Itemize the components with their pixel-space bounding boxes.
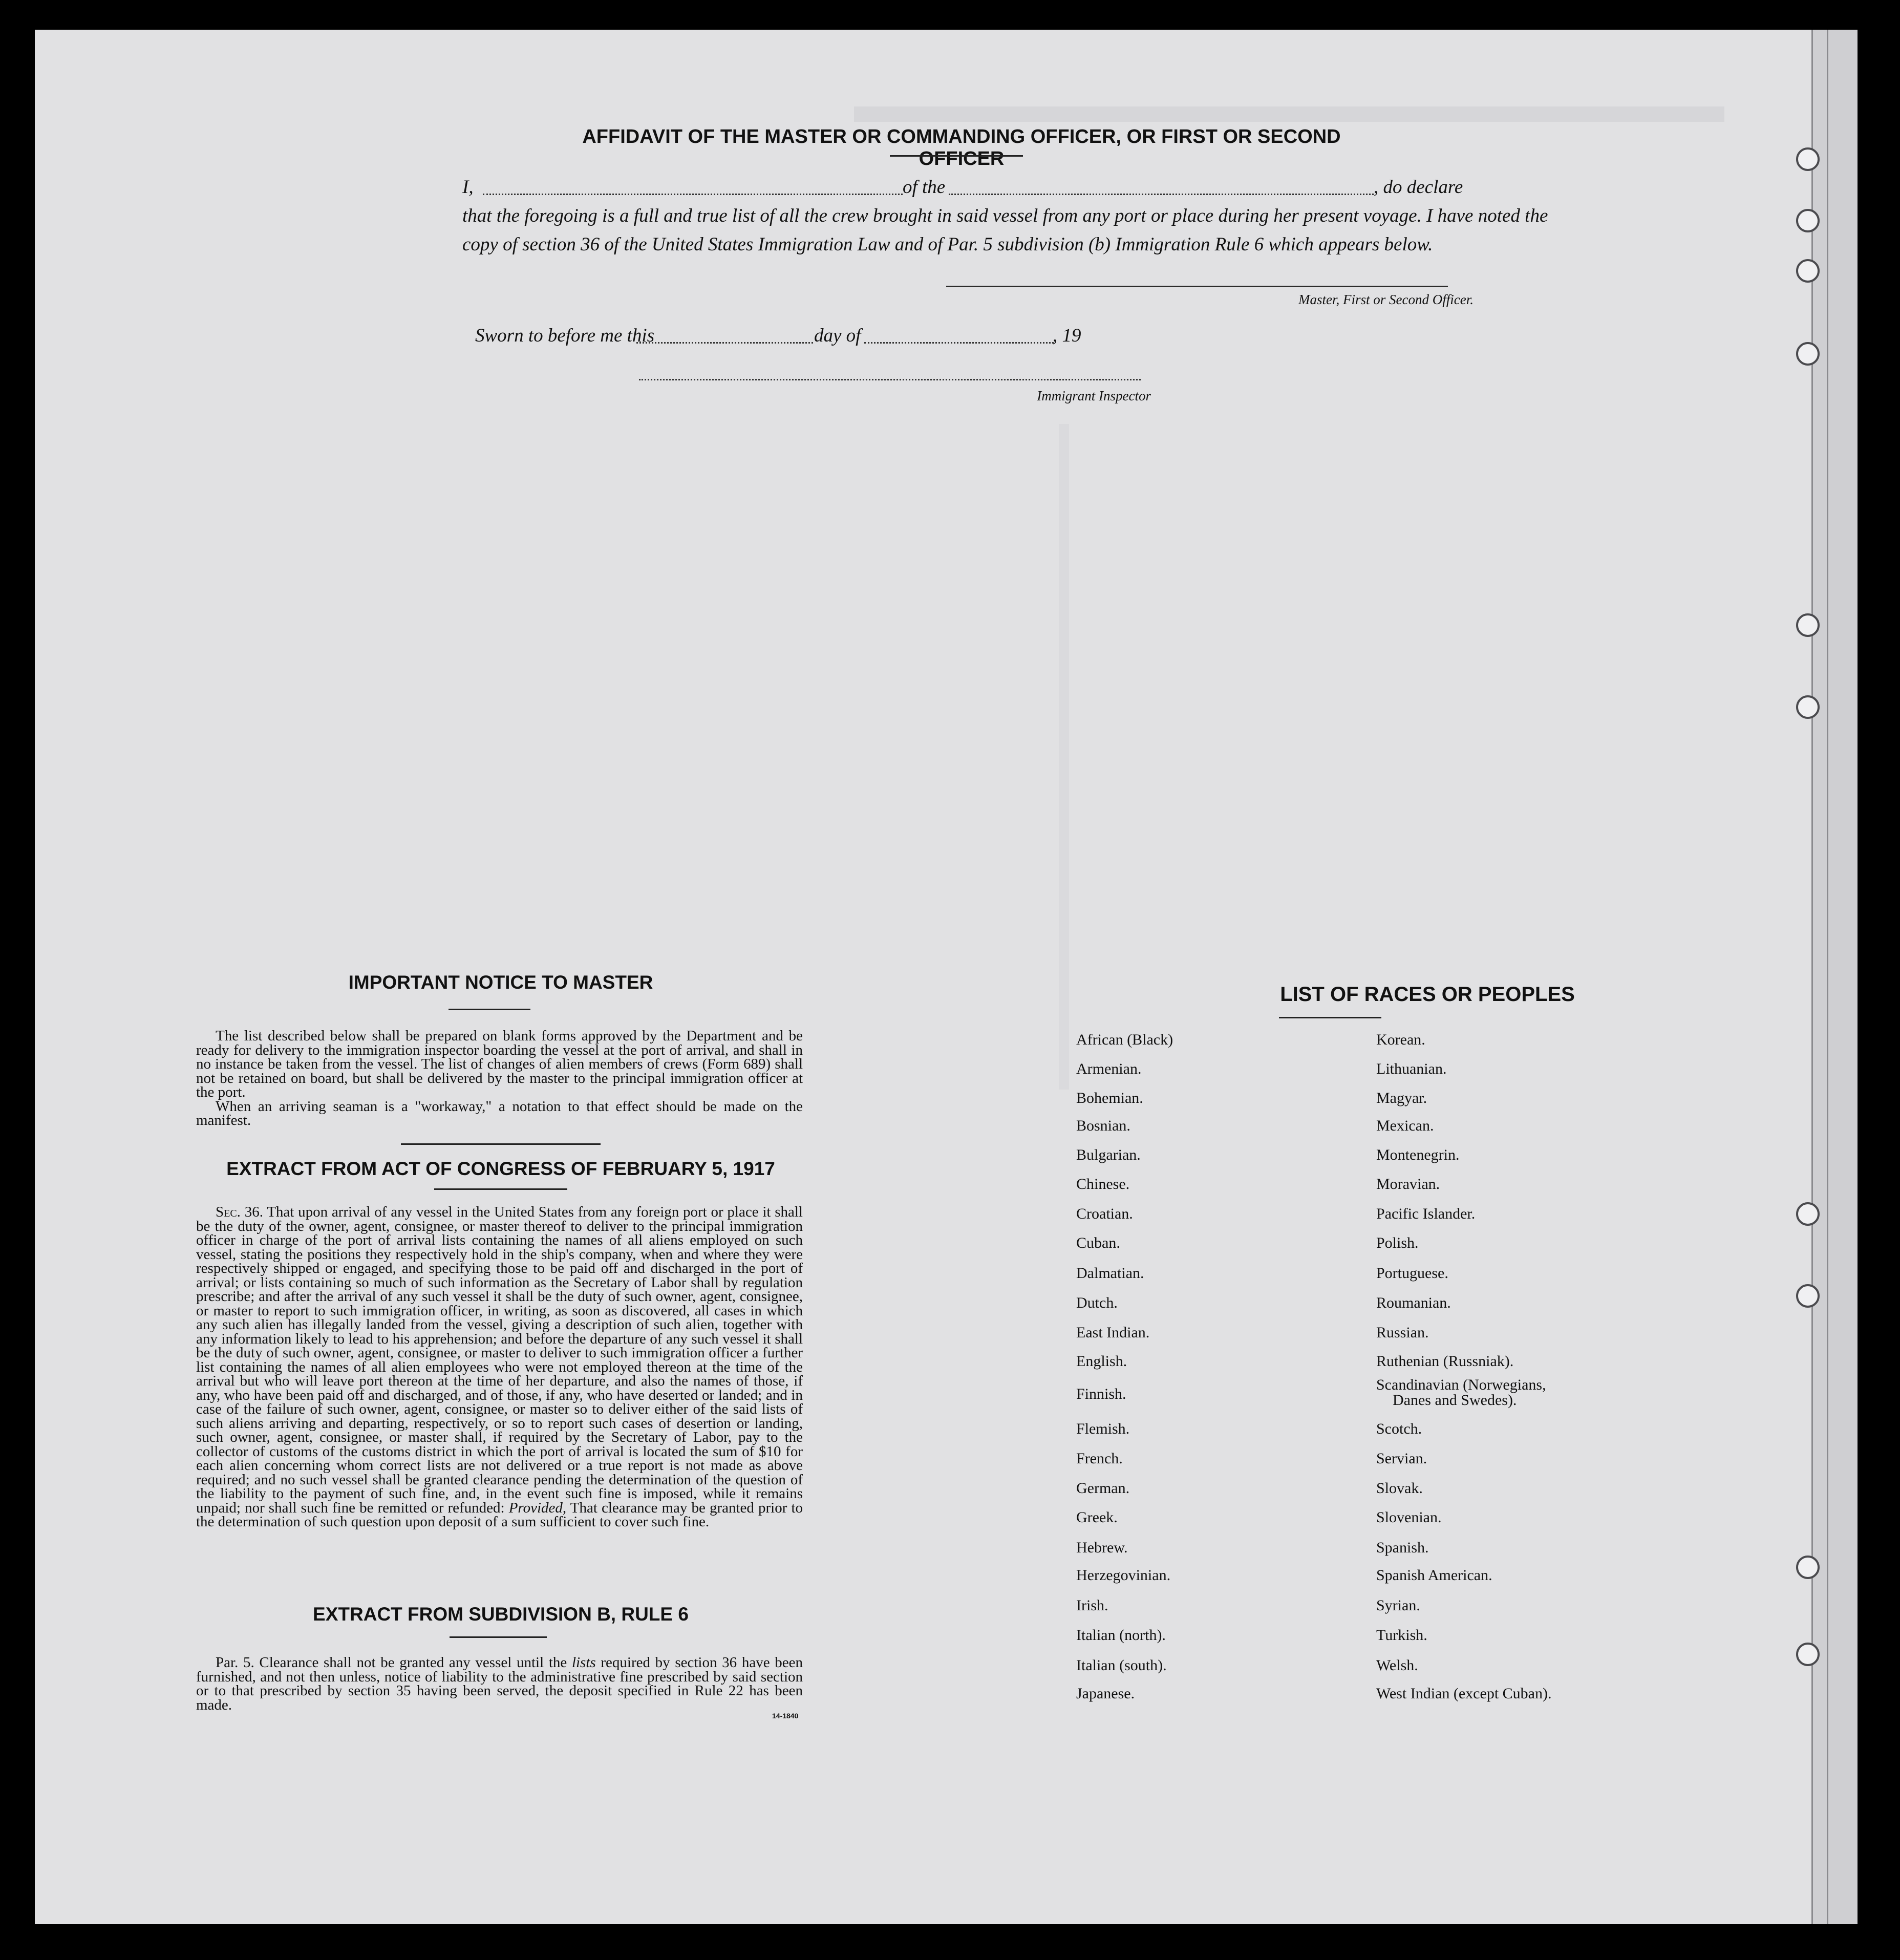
section-label: Sec. 36.: [216, 1204, 263, 1220]
race-item: Scandinavian (Norwegians,: [1376, 1376, 1546, 1393]
binder-hole-icon: [1796, 613, 1820, 637]
race-item: Roumanian.: [1376, 1294, 1451, 1311]
act-text-a: That upon arrival of any vessel in the United States from any foreign port or place it shall be the duty of the owner, agent, consignee, or master thereof to deliver to the principal immigration officer in charge of the port of arrival lists containing the names of all aliens employed on such vessel, stating the positions they respectively hold in the ship's company, when and where they were respectively shipped or engaged, and specifying those to be paid off and discharged in the port of arrival; or lists containing so much of such information as the Secretary of Labor shall by regulation prescribe; and after the arrival of any such vessel it shall be the duty of such owner, agent, consignee, or master to report to such immigration officer, in writing, as soon as discovered, all cases in which any such alien has illegally landed from the vessel, giving a description of such alien, together with any information likely to lead to his apprehension; and before the departure of any such vessel it shall be the duty of such owner, agent, consignee, or master to deliver to such immigration officer a further list containing the names of all alien employees who were not employed thereon at the time of the arrival but who will leave port thereon at the time of her departure, and also the names of those, if any, who have been paid off and discharged, and of those, if any, who have deserted or landed; and in case of the failure of such owner, agent, consignee, or master so to deliver either of the said lists of such aliens arriving and departing, respectively, or so to report such cases of desertion or landing, such owner, agent, consignee, or master shall, if required by the Secretary of Labor, pay to the collector of customs of the customs district in which the port of arrival is located the sum of $10 for each alien concerning whom correct lists are not delivered or a true report is not made as above required; and no such vessel shall be granted clearance pending the determination of the question of the liability to the payment of such fine, and, in the event such fine is imposed, while it remains unpaid; nor shall such fine be remitted or refunded:: [196, 1204, 803, 1516]
race-item: Scotch.: [1376, 1420, 1422, 1437]
act-title-rule: [434, 1188, 567, 1190]
race-item: Dalmatian.: [1076, 1265, 1144, 1282]
binder-hole-icon: [1796, 1643, 1820, 1666]
race-item: Finnish.: [1076, 1386, 1126, 1402]
races-title: LIST OF RACES OR PEOPLES: [1280, 983, 1575, 1006]
race-item: Portuguese.: [1376, 1265, 1448, 1282]
race-item: Korean.: [1376, 1031, 1425, 1048]
race-item: Armenian.: [1076, 1060, 1142, 1077]
race-item: Turkish.: [1376, 1627, 1427, 1644]
provided-word: Provided,: [508, 1499, 567, 1516]
race-item: Servian.: [1376, 1450, 1427, 1467]
race-item: Bohemian.: [1076, 1090, 1143, 1106]
race-item: Japanese.: [1076, 1685, 1135, 1702]
race-item: Russian.: [1376, 1324, 1429, 1341]
race-item: Lithuanian.: [1376, 1060, 1447, 1077]
binder-hole-icon: [1796, 1202, 1820, 1226]
race-item: German.: [1076, 1480, 1130, 1497]
race-item: Bulgarian.: [1076, 1146, 1141, 1163]
affidavit-title: AFFIDAVIT OF THE MASTER OR COMMANDING OFFICER, OR FIRST OR SECOND OFFICER: [582, 126, 1341, 169]
vessel-blank: [949, 194, 1374, 195]
sworn-line: [475, 322, 1192, 350]
sworn-day-blank: [636, 342, 813, 344]
binder-hole-icon: [1796, 259, 1820, 283]
race-item: Ruthenian (Russniak).: [1376, 1353, 1514, 1370]
race-item: East Indian.: [1076, 1324, 1150, 1341]
rule-paragraph: [196, 1656, 803, 1712]
race-item: Greek.: [1076, 1509, 1118, 1526]
day-of-label: day of: [814, 325, 861, 346]
rule-title-rule: [450, 1636, 547, 1638]
name-blank: [483, 194, 903, 195]
notice-paragraph: The list described below shall be prepared on blank forms approved by the Department and be ready for delivery to the immigration inspector boarding the vessel at the port of arrival, and shall in no instance be taken from the vessel. The list of changes of alien members of crews (Form 689) shall not be retained on board, but shall be delivered by the master to the principal immigration officer at the port.: [196, 1028, 803, 1100]
binder-hole-icon: [1796, 1556, 1820, 1579]
notice-title-rule: [449, 1009, 530, 1010]
affidavit-line-3: copy of section 36 of the United States Immigration Law and of Par. 5 subdivision (b) Immigration Rule 6 which appears below.: [462, 234, 1433, 255]
document-page: [35, 30, 1858, 1924]
form-number: 14-1840: [772, 1712, 799, 1720]
race-item: Italian (south).: [1076, 1657, 1167, 1674]
lists-word: lists: [571, 1654, 596, 1671]
binder-hole-icon: [1796, 209, 1820, 232]
notice-title: IMPORTANT NOTICE TO MASTER: [348, 972, 653, 993]
race-item: African (Black): [1076, 1031, 1173, 1048]
master-signature-label: Master, First or Second Officer.: [1298, 292, 1474, 307]
race-item: West Indian (except Cuban).: [1376, 1685, 1552, 1702]
race-item: Slovenian.: [1376, 1509, 1442, 1526]
rule-text-a: Par. 5. Clearance shall not be granted any vessel until the: [216, 1654, 567, 1671]
sworn-label: Sworn to before me this: [475, 325, 655, 346]
races-title-rule: [1279, 1017, 1381, 1018]
affidavit-line-1: [462, 173, 1486, 202]
race-item: Spanish.: [1376, 1539, 1429, 1556]
rule-text-b: required by section 36 have been furnished, and not then unless, notice of liability to the administrative fine prescribed by said section or to that prescribed by section 35 having been served, the deposit specified in Rule 22 has been made.: [196, 1654, 803, 1713]
bleed-through-band: [1059, 424, 1069, 1090]
binder-hole-icon: [1796, 147, 1820, 171]
race-item-continuation: Danes and Swedes).: [1393, 1392, 1517, 1409]
act-title: EXTRACT FROM ACT OF CONGRESS OF FEBRUARY 5, 1917: [226, 1158, 775, 1179]
inspector-signature-line: [639, 379, 1141, 380]
master-signature-line: [946, 286, 1448, 287]
act-paragraph: [196, 1205, 803, 1529]
race-item: Mexican.: [1376, 1117, 1434, 1134]
race-item: Irish.: [1076, 1597, 1108, 1614]
race-item: Cuban.: [1076, 1234, 1120, 1251]
act-body: [196, 1205, 803, 1529]
race-item: Italian (north).: [1076, 1627, 1166, 1644]
race-item: Moravian.: [1376, 1176, 1440, 1192]
race-item: Croatian.: [1076, 1205, 1133, 1222]
sworn-month-blank: [864, 342, 1054, 344]
notice-body: [196, 1029, 803, 1128]
race-item: Spanish American.: [1376, 1567, 1492, 1584]
affidavit-declare-label: , do declare: [1374, 177, 1463, 198]
race-item: Herzegovinian.: [1076, 1567, 1171, 1584]
sheet-edge: [1827, 30, 1858, 1924]
rule-title: EXTRACT FROM SUBDIVISION B, RULE 6: [313, 1604, 689, 1625]
race-item: English.: [1076, 1353, 1127, 1370]
race-item: French.: [1076, 1450, 1123, 1467]
race-item: Syrian.: [1376, 1597, 1420, 1614]
race-item: Welsh.: [1376, 1657, 1418, 1674]
rule-body: [196, 1656, 803, 1712]
binder-hole-icon: [1796, 342, 1820, 366]
race-item: Chinese.: [1076, 1176, 1130, 1192]
year-label: , 19: [1053, 325, 1081, 346]
race-item: Magyar.: [1376, 1090, 1427, 1106]
race-item: Bosnian.: [1076, 1117, 1130, 1134]
race-item: Flemish.: [1076, 1420, 1130, 1437]
race-item: Slovak.: [1376, 1480, 1423, 1497]
race-item: Dutch.: [1076, 1294, 1118, 1311]
notice-paragraph: When an arriving seaman is a "workaway," a notation to that effect should be made on the manifest.: [196, 1098, 803, 1128]
affidavit-line-2: that the foregoing is a full and true list of all the crew brought in said vessel from any port or place during her present voyage. I have noted the: [462, 205, 1548, 226]
race-item: Polish.: [1376, 1234, 1419, 1251]
bleed-through-band: [854, 106, 1724, 122]
race-item: Montenegrin.: [1376, 1146, 1460, 1163]
race-item: Hebrew.: [1076, 1539, 1128, 1556]
section-divider: [401, 1143, 601, 1145]
binder-hole-icon: [1796, 695, 1820, 719]
inspector-signature-label: Immigrant Inspector: [1037, 388, 1151, 403]
act-text-b: That clearance may be granted prior to the determination of such question upon deposit of a sum sufficient to cover such fine.: [196, 1499, 803, 1530]
title-rule: [890, 155, 1023, 157]
binder-hole-icon: [1796, 1284, 1820, 1308]
affidavit-of-the-label: of the: [903, 177, 946, 198]
affidavit-i-label: I,: [462, 177, 474, 198]
race-item: Pacific Islander.: [1376, 1205, 1476, 1222]
